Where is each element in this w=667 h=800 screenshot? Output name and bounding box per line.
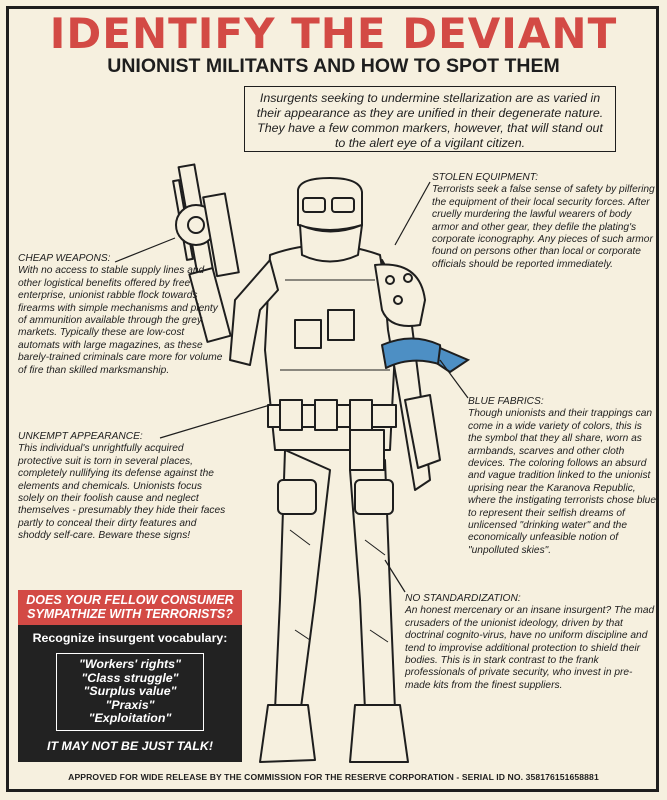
note-body: Terrorists seek a false sense of safety by pilfering the equipment of their local security forces. After cruelly murdering the lawful wearers of body armor and other gear, they defile the plating's corporate iconography. Any pieces of such armor found on persons other than local or corporate officials should be reported immediately.: [432, 184, 655, 270]
vocabulary-item: "Workers' rights": [79, 657, 181, 671]
note-body: With no access to stable supply lines and other logistical benefits offered by free enterprise, unionist rabble flock towards firearms with simple mechanisms and plenty of ammunition available through the grey markets. Typically these are low-cost automats with large magazines, as these barely-trained criminals care more for volume of fire than skilled marksmanship.: [18, 265, 223, 376]
vocabulary-item: "Class struggle": [81, 670, 179, 685]
vocabulary-item: "Praxis": [105, 697, 155, 712]
note-stolen-equipment: [432, 172, 658, 271]
note-heading: BLUE FABRICS:: [468, 396, 544, 407]
note-unkempt-appearance: [18, 431, 230, 543]
note-body: An honest mercenary or an insane insurgent? The mad crusaders of the unionist ideology, driven by that doctrinal cognito-virus, have no uniform discipline and tend to improvise additional protection to shield their bodies. This is in stark contrast to the frank professionals of private security, who invest in pre-made kits from the finest suppliers.: [405, 605, 655, 691]
warning-heading-line: SYMPATHIZE WITH TERRORISTS?: [27, 607, 233, 621]
vocabulary-warning-box: [18, 590, 242, 762]
vocabulary-list: [56, 653, 204, 731]
note-blue-fabrics: [468, 396, 658, 557]
note-no-standardization: [405, 593, 657, 692]
note-cheap-weapons: [18, 253, 224, 377]
warning-heading-line: DOES YOUR FELLOW CONSUMER: [26, 593, 234, 607]
note-heading: CHEAP WEAPONS:: [18, 253, 111, 264]
poster-title: IDENTIFY THE DEVIANT: [49, 9, 618, 58]
intro-text: Insurgents seeking to undermine stellarization are as varied in their appearance as they are unified in their degenerate nature. They have a few common markers, however, that will stand out to the alert eye of a vigilant citizen.: [244, 86, 616, 152]
note-heading: NO STANDARDIZATION:: [405, 593, 521, 604]
note-body: Though unionists and their trappings can come in a wide variety of colors, this is the symbol that they all share, worn as armbands, scarves and other cloth devices. The coloring follows an absurd and vague tradition linked to the unionist uprising near the Karanova Republic, where the instigating terrorists chose blue to represent their selfish dreams of unlicensed "drinking water" and the economically unfeasible notion of "unpolluted skies".: [468, 408, 657, 556]
vocabulary-item: "Exploitation": [88, 711, 172, 726]
note-heading: UNKEMPT APPEARANCE:: [18, 431, 143, 442]
warning-subheading: Recognize insurgent vocabulary:: [32, 631, 228, 645]
warning-heading: [18, 590, 242, 625]
note-body: This individual's unrightfully acquired protective suit is torn in several places, completely nullifying its defense against the elements and chemicals. Unionists focus solely on their foolish cause and neglect themselves - presumably they hide their faces partly to conceal their dirty features and shoddy self-care. Beware these signs!: [18, 443, 226, 542]
note-heading: STOLEN EQUIPMENT:: [432, 172, 539, 183]
poster-subtitle: UNIONIST MILITANTS AND HOW TO SPOT THEM: [107, 55, 560, 77]
vocabulary-item: "Surplus value": [83, 684, 177, 699]
warning-footer: IT MAY NOT BE JUST TALK!: [47, 738, 213, 753]
approval-footer: APPROVED FOR WIDE RELEASE BY THE COMMISSION FOR THE RESERVE CORPORATION - SERIAL ID NO. 358176151658881: [68, 772, 599, 782]
